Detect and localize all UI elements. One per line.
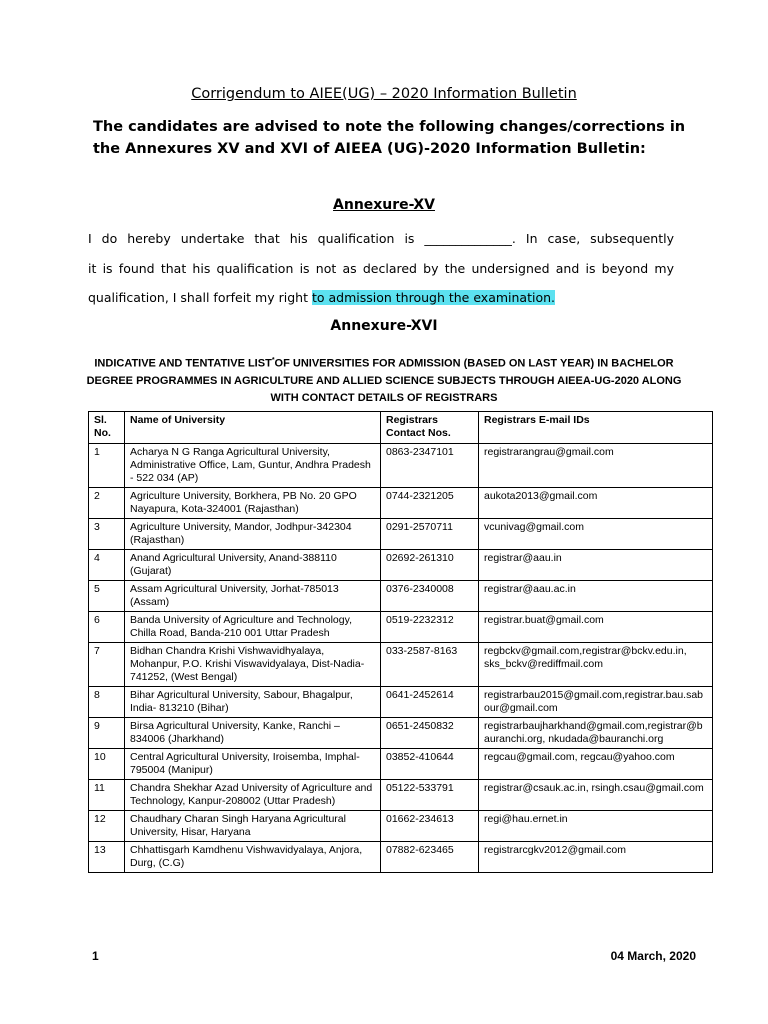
cell-university-name: Birsa Agricultural University, Kanke, Ranchi – 834006 (Jharkhand) [125, 718, 381, 749]
cell-contact-no: 07882-623465 [381, 842, 479, 873]
cell-contact-no: 01662-234613 [381, 811, 479, 842]
cell-sl-no: 11 [89, 780, 125, 811]
cell-email: vcunivag@gmail.com [479, 519, 713, 550]
cell-sl-no: 4 [89, 550, 125, 581]
cell-university-name: Agriculture University, Mandor, Jodhpur-342304 (Rajasthan) [125, 519, 381, 550]
cell-email: registrarcgkv2012@gmail.com [479, 842, 713, 873]
cell-university-name: Banda University of Agriculture and Technology, Chilla Road, Banda-210 001 Uttar Pradesh [125, 612, 381, 643]
cell-email: registrarbaujharkhand@gmail.com,registrar@bauranchi.org, nkudada@bauranchi.org [479, 718, 713, 749]
cell-contact-no: 03852-410644 [381, 749, 479, 780]
table-row [89, 581, 713, 612]
cell-sl-no: 13 [89, 842, 125, 873]
table-row [89, 811, 713, 842]
cell-university-name: Agriculture University, Borkhera, PB No. 20 GPO Nayapura, Kota-324001 (Rajasthan) [125, 488, 381, 519]
university-list-heading [80, 352, 688, 407]
cell-sl-no: 10 [89, 749, 125, 780]
cell-email: regcau@gmail.com, regcau@yahoo.com [479, 749, 713, 780]
header-contact-nos: Registrars Contact Nos. [381, 412, 479, 444]
universities-table [88, 411, 713, 873]
cell-email: registrarangrau@gmail.com [479, 444, 713, 488]
list-heading-part-1: INDICATIVE AND TENTATIVE LIST [94, 357, 272, 370]
cell-contact-no: 0744-2321205 [381, 488, 479, 519]
list-heading-part-2: OF UNIVERSITIES FOR ADMISSION (BASED ON LAST YEAR) IN BACHELOR DEGREE PROGRAMMES IN AGRICULTURE AND ALLIED SCIENCE SUBJECTS THROUGH AIEEA-UG-2020 ALONG WITH CONTACT DETAILS OF REGISTRARS [86, 357, 682, 404]
cell-sl-no: 5 [89, 581, 125, 612]
table-row [89, 612, 713, 643]
table-row [89, 519, 713, 550]
table-row [89, 842, 713, 873]
table-row [89, 488, 713, 519]
cell-email: registrarbau2015@gmail.com,registrar.bau.sabour@gmail.com [479, 687, 713, 718]
cell-university-name: Central Agricultural University, Iroisemba, Imphal-795004 (Manipur) [125, 749, 381, 780]
cell-email: regbckv@gmail.com,registrar@bckv.edu.in, sks_bckv@rediffmail.com [479, 643, 713, 687]
table-row [89, 780, 713, 811]
cell-sl-no: 6 [89, 612, 125, 643]
header-email-ids: Registrars E-mail IDs [479, 412, 713, 444]
cell-university-name: Acharya N G Ranga Agricultural University, Administrative Office, Lam, Guntur, Andhra Pradesh - 522 034 (AP) [125, 444, 381, 488]
cell-sl-no: 3 [89, 519, 125, 550]
cell-sl-no: 1 [89, 444, 125, 488]
cell-sl-no: 12 [89, 811, 125, 842]
cell-university-name: Bidhan Chandra Krishi Vishwavidhyalaya, Mohanpur, P.O. Krishi Viswavidyalaya, Dist-Nadia-741252, (West Bengal) [125, 643, 381, 687]
header-sl-no: Sl. No. [89, 412, 125, 444]
cell-sl-no: 8 [89, 687, 125, 718]
cell-contact-no: 0863-2347101 [381, 444, 479, 488]
highlighted-text: to admission through the examination. [311, 290, 556, 305]
table-row [89, 643, 713, 687]
cell-contact-no: 0641-2452614 [381, 687, 479, 718]
cell-university-name: Chhattisgarh Kamdhenu Vishwavidyalaya, Anjora, Durg, (C.G) [125, 842, 381, 873]
advice-paragraph: The candidates are advised to note the following changes/corrections in the Annexures XV and XVI of AIEEA (UG)-2020 Information Bulletin: [93, 119, 686, 157]
document-title: Corrigendum to AIEE(UG) – 2020 Information Bulletin [191, 86, 577, 102]
cell-email: registrar@aau.in [479, 550, 713, 581]
cell-sl-no: 9 [89, 718, 125, 749]
cell-sl-no: 2 [89, 488, 125, 519]
annexure-xv-heading: Annexure-XV [333, 197, 435, 213]
cell-university-name: Assam Agricultural University, Jorhat-785013 (Assam) [125, 581, 381, 612]
cell-university-name: Anand Agricultural University, Anand-388110 (Gujarat) [125, 550, 381, 581]
annexure-xv-line-3 [88, 290, 674, 305]
cell-email: registrar.buat@gmail.com [479, 612, 713, 643]
table-row [89, 444, 713, 488]
table-row [89, 718, 713, 749]
cell-contact-no: 02692-261310 [381, 550, 479, 581]
cell-sl-no: 7 [89, 643, 125, 687]
header-university-name: Name of University [125, 412, 381, 444]
table-header-row [89, 412, 713, 444]
table-row [89, 550, 713, 581]
cell-contact-no: 033-2587-8163 [381, 643, 479, 687]
cell-university-name: Chandra Shekhar Azad University of Agriculture and Technology, Kanpur-208002 (Uttar Pradesh) [125, 780, 381, 811]
annexure-xv-line-3-text: qualification, I shall forfeit my right [88, 290, 312, 305]
annexure-xv-line-1: I do hereby undertake that his qualification is ______________. In case, subsequently [88, 231, 674, 246]
asterisk-mark: * [271, 357, 275, 364]
cell-contact-no: 05122-533791 [381, 780, 479, 811]
annexure-xv-line-2: it is found that his qualification is not as declared by the undersigned and is beyond my [88, 261, 674, 276]
cell-contact-no: 0519-2232312 [381, 612, 479, 643]
cell-email: aukota2013@gmail.com [479, 488, 713, 519]
cell-email: registrar@csauk.ac.in, rsingh.csau@gmail.com [479, 780, 713, 811]
annexure-xvi-heading: Annexure-XVI [330, 318, 438, 334]
footer-date: 04 March, 2020 [610, 949, 696, 963]
table-row [89, 749, 713, 780]
cell-contact-no: 0376-2340008 [381, 581, 479, 612]
cell-contact-no: 0651-2450832 [381, 718, 479, 749]
cell-email: regi@hau.ernet.in [479, 811, 713, 842]
cell-university-name: Chaudhary Charan Singh Haryana Agricultural University, Hisar, Haryana [125, 811, 381, 842]
cell-contact-no: 0291-2570711 [381, 519, 479, 550]
page-number: 1 [92, 949, 99, 963]
table-row [89, 687, 713, 718]
cell-email: registrar@aau.ac.in [479, 581, 713, 612]
cell-university-name: Bihar Agricultural University, Sabour, Bhagalpur, India- 813210 (Bihar) [125, 687, 381, 718]
